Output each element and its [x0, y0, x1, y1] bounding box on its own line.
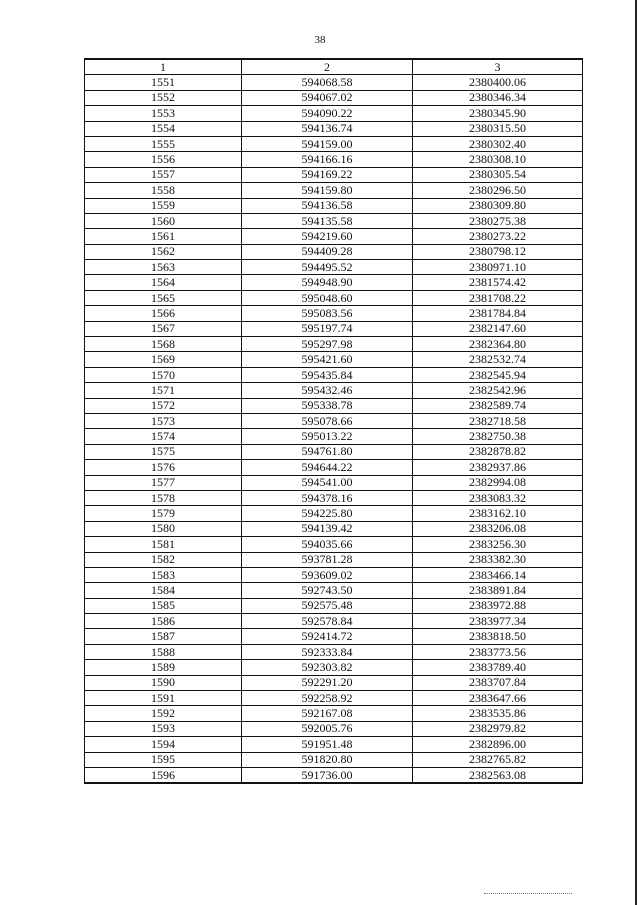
- x-coordinate-cell: 595432.46: [242, 383, 413, 398]
- table-row: [85, 167, 583, 182]
- table-row: [85, 244, 583, 259]
- x-coordinate-cell: 595083.56: [242, 306, 413, 321]
- y-coordinate-cell: 2382718.58: [413, 413, 583, 428]
- point-number-cell: 1577: [85, 475, 242, 490]
- x-coordinate-cell: 594166.16: [242, 152, 413, 167]
- y-coordinate-cell: 2382364.80: [413, 337, 583, 352]
- table-row: [85, 721, 583, 736]
- table-row: [85, 429, 583, 444]
- table-header-row: [85, 59, 583, 75]
- table-row: [85, 614, 583, 629]
- point-number-cell: 1564: [85, 275, 242, 290]
- point-number-cell: 1567: [85, 321, 242, 336]
- point-number-cell: 1562: [85, 244, 242, 259]
- table-row: [85, 660, 583, 675]
- y-coordinate-cell: 2383789.40: [413, 660, 583, 675]
- y-coordinate-cell: 2383382.30: [413, 552, 583, 567]
- x-coordinate-cell: 595013.22: [242, 429, 413, 444]
- x-coordinate-cell: 594169.22: [242, 167, 413, 182]
- y-coordinate-cell: 2382937.86: [413, 460, 583, 475]
- x-coordinate-cell: 594067.02: [242, 90, 413, 105]
- table-row: [85, 229, 583, 244]
- point-number-cell: 1558: [85, 183, 242, 198]
- y-coordinate-cell: 2383972.88: [413, 598, 583, 613]
- point-number-cell: 1586: [85, 614, 242, 629]
- table-row: [85, 398, 583, 413]
- table-row: [85, 475, 583, 490]
- x-coordinate-cell: 595078.66: [242, 413, 413, 428]
- y-coordinate-cell: 2380345.90: [413, 106, 583, 121]
- y-coordinate-cell: 2382765.82: [413, 752, 583, 767]
- y-coordinate-cell: 2383773.56: [413, 644, 583, 659]
- point-number-cell: 1554: [85, 121, 242, 136]
- y-coordinate-cell: 2380275.38: [413, 213, 583, 228]
- y-coordinate-cell: 2381708.22: [413, 290, 583, 305]
- table-row: [85, 444, 583, 459]
- point-number-cell: 1570: [85, 367, 242, 382]
- point-number-cell: 1575: [85, 444, 242, 459]
- point-number-cell: 1568: [85, 337, 242, 352]
- point-number-cell: 1578: [85, 490, 242, 505]
- x-coordinate-cell: 594541.00: [242, 475, 413, 490]
- table-row: [85, 460, 583, 475]
- x-coordinate-cell: 592414.72: [242, 629, 413, 644]
- y-coordinate-cell: 2380302.40: [413, 136, 583, 151]
- point-number-cell: 1561: [85, 229, 242, 244]
- table-row: [85, 583, 583, 598]
- point-number-cell: 1563: [85, 260, 242, 275]
- y-coordinate-cell: 2383466.14: [413, 567, 583, 582]
- table-row: [85, 413, 583, 428]
- y-coordinate-cell: 2383206.08: [413, 521, 583, 536]
- point-number-cell: 1582: [85, 552, 242, 567]
- table-row: [85, 321, 583, 336]
- y-coordinate-cell: 2380971.10: [413, 260, 583, 275]
- y-coordinate-cell: 2382896.00: [413, 737, 583, 752]
- table-row: [85, 306, 583, 321]
- point-number-cell: 1576: [85, 460, 242, 475]
- x-coordinate-cell: 594135.58: [242, 213, 413, 228]
- table-row: [85, 767, 583, 783]
- column-header-3: 3: [413, 59, 583, 75]
- y-coordinate-cell: 2382878.82: [413, 444, 583, 459]
- point-number-cell: 1596: [85, 767, 242, 783]
- y-coordinate-cell: 2383647.66: [413, 691, 583, 706]
- table-row: [85, 644, 583, 659]
- point-number-cell: 1584: [85, 583, 242, 598]
- table-row: [85, 183, 583, 198]
- point-number-cell: 1560: [85, 213, 242, 228]
- y-coordinate-cell: 2380273.22: [413, 229, 583, 244]
- y-coordinate-cell: 2382563.08: [413, 767, 583, 783]
- x-coordinate-cell: 595297.98: [242, 337, 413, 352]
- x-coordinate-cell: 591736.00: [242, 767, 413, 783]
- point-number-cell: 1585: [85, 598, 242, 613]
- point-number-cell: 1555: [85, 136, 242, 151]
- y-coordinate-cell: 2380296.50: [413, 183, 583, 198]
- y-coordinate-cell: 2380798.12: [413, 244, 583, 259]
- table-row: [85, 136, 583, 151]
- x-coordinate-cell: 592578.84: [242, 614, 413, 629]
- point-number-cell: 1572: [85, 398, 242, 413]
- x-coordinate-cell: 594159.80: [242, 183, 413, 198]
- table-row: [85, 752, 583, 767]
- y-coordinate-cell: 2382589.74: [413, 398, 583, 413]
- point-number-cell: 1552: [85, 90, 242, 105]
- table-body: [85, 75, 583, 783]
- page-number: 38: [314, 34, 326, 46]
- y-coordinate-cell: 2383162.10: [413, 506, 583, 521]
- x-coordinate-cell: 595048.60: [242, 290, 413, 305]
- point-number-cell: 1569: [85, 352, 242, 367]
- x-coordinate-cell: 595435.84: [242, 367, 413, 382]
- x-coordinate-cell: 595421.60: [242, 352, 413, 367]
- table-row: [85, 675, 583, 690]
- table-row: [85, 75, 583, 90]
- y-coordinate-cell: 2380309.80: [413, 198, 583, 213]
- point-number-cell: 1566: [85, 306, 242, 321]
- x-coordinate-cell: 594139.42: [242, 521, 413, 536]
- x-coordinate-cell: 593609.02: [242, 567, 413, 582]
- point-number-cell: 1565: [85, 290, 242, 305]
- point-number-cell: 1583: [85, 567, 242, 582]
- table-row: [85, 275, 583, 290]
- x-coordinate-cell: 592575.48: [242, 598, 413, 613]
- table-row: [85, 490, 583, 505]
- table-row: [85, 106, 583, 121]
- y-coordinate-cell: 2382147.60: [413, 321, 583, 336]
- point-number-cell: 1590: [85, 675, 242, 690]
- y-coordinate-cell: 2380315.50: [413, 121, 583, 136]
- x-coordinate-cell: 594948.90: [242, 275, 413, 290]
- table-row: [85, 152, 583, 167]
- x-coordinate-cell: 593781.28: [242, 552, 413, 567]
- y-coordinate-cell: 2382979.82: [413, 721, 583, 736]
- y-coordinate-cell: 2382532.74: [413, 352, 583, 367]
- x-coordinate-cell: 591951.48: [242, 737, 413, 752]
- table-row: [85, 290, 583, 305]
- table-row: [85, 90, 583, 105]
- table-row: [85, 260, 583, 275]
- table-row: [85, 383, 583, 398]
- page-edge-line: [635, 0, 637, 905]
- y-coordinate-cell: 2382545.94: [413, 367, 583, 382]
- point-number-cell: 1573: [85, 413, 242, 428]
- x-coordinate-cell: 595338.78: [242, 398, 413, 413]
- x-coordinate-cell: 594219.60: [242, 229, 413, 244]
- table-row: [85, 598, 583, 613]
- x-coordinate-cell: 592167.08: [242, 706, 413, 721]
- x-coordinate-cell: 594090.22: [242, 106, 413, 121]
- x-coordinate-cell: 594409.28: [242, 244, 413, 259]
- table-row: [85, 213, 583, 228]
- y-coordinate-cell: 2383818.50: [413, 629, 583, 644]
- table-row: [85, 352, 583, 367]
- table-row: [85, 521, 583, 536]
- table-row: [85, 691, 583, 706]
- x-coordinate-cell: 592258.92: [242, 691, 413, 706]
- y-coordinate-cell: 2380305.54: [413, 167, 583, 182]
- y-coordinate-cell: 2383707.84: [413, 675, 583, 690]
- x-coordinate-cell: 592303.82: [242, 660, 413, 675]
- bottom-dotted-mark: [484, 893, 572, 894]
- table-row: [85, 706, 583, 721]
- x-coordinate-cell: 594068.58: [242, 75, 413, 90]
- point-number-cell: 1553: [85, 106, 242, 121]
- x-coordinate-cell: 592005.76: [242, 721, 413, 736]
- table-row: [85, 198, 583, 213]
- x-coordinate-cell: 595197.74: [242, 321, 413, 336]
- point-number-cell: 1595: [85, 752, 242, 767]
- table-row: [85, 506, 583, 521]
- y-coordinate-cell: 2383083.32: [413, 490, 583, 505]
- x-coordinate-cell: 594644.22: [242, 460, 413, 475]
- point-number-cell: 1571: [85, 383, 242, 398]
- y-coordinate-cell: 2380400.06: [413, 75, 583, 90]
- y-coordinate-cell: 2380346.34: [413, 90, 583, 105]
- y-coordinate-cell: 2382994.08: [413, 475, 583, 490]
- y-coordinate-cell: 2381784.84: [413, 306, 583, 321]
- x-coordinate-cell: 592291.20: [242, 675, 413, 690]
- point-number-cell: 1588: [85, 644, 242, 659]
- point-number-cell: 1593: [85, 721, 242, 736]
- table-row: [85, 737, 583, 752]
- x-coordinate-cell: 592743.50: [242, 583, 413, 598]
- y-coordinate-cell: 2380308.10: [413, 152, 583, 167]
- table-row: [85, 537, 583, 552]
- y-coordinate-cell: 2381574.42: [413, 275, 583, 290]
- point-number-cell: 1592: [85, 706, 242, 721]
- table-row: [85, 121, 583, 136]
- point-number-cell: 1581: [85, 537, 242, 552]
- y-coordinate-cell: 2383891.84: [413, 583, 583, 598]
- x-coordinate-cell: 594136.58: [242, 198, 413, 213]
- point-number-cell: 1589: [85, 660, 242, 675]
- x-coordinate-cell: 594136.74: [242, 121, 413, 136]
- point-number-cell: 1579: [85, 506, 242, 521]
- y-coordinate-cell: 2382542.96: [413, 383, 583, 398]
- table-row: [85, 552, 583, 567]
- column-header-2: 2: [242, 59, 413, 75]
- x-coordinate-cell: 594495.52: [242, 260, 413, 275]
- table-row: [85, 629, 583, 644]
- x-coordinate-cell: 591820.80: [242, 752, 413, 767]
- point-number-cell: 1556: [85, 152, 242, 167]
- x-coordinate-cell: 594159.00: [242, 136, 413, 151]
- point-number-cell: 1557: [85, 167, 242, 182]
- table-row: [85, 337, 583, 352]
- point-number-cell: 1594: [85, 737, 242, 752]
- y-coordinate-cell: 2383977.34: [413, 614, 583, 629]
- x-coordinate-cell: 594378.16: [242, 490, 413, 505]
- point-number-cell: 1574: [85, 429, 242, 444]
- column-header-1: 1: [85, 59, 242, 75]
- x-coordinate-cell: 594035.66: [242, 537, 413, 552]
- y-coordinate-cell: 2383256.30: [413, 537, 583, 552]
- y-coordinate-cell: 2382750.38: [413, 429, 583, 444]
- point-number-cell: 1591: [85, 691, 242, 706]
- point-number-cell: 1580: [85, 521, 242, 536]
- point-number-cell: 1551: [85, 75, 242, 90]
- x-coordinate-cell: 592333.84: [242, 644, 413, 659]
- x-coordinate-cell: 594761.80: [242, 444, 413, 459]
- point-number-cell: 1559: [85, 198, 242, 213]
- point-number-cell: 1587: [85, 629, 242, 644]
- table-row: [85, 567, 583, 582]
- table-row: [85, 367, 583, 382]
- y-coordinate-cell: 2383535.86: [413, 706, 583, 721]
- coordinates-table: [84, 58, 583, 784]
- x-coordinate-cell: 594225.80: [242, 506, 413, 521]
